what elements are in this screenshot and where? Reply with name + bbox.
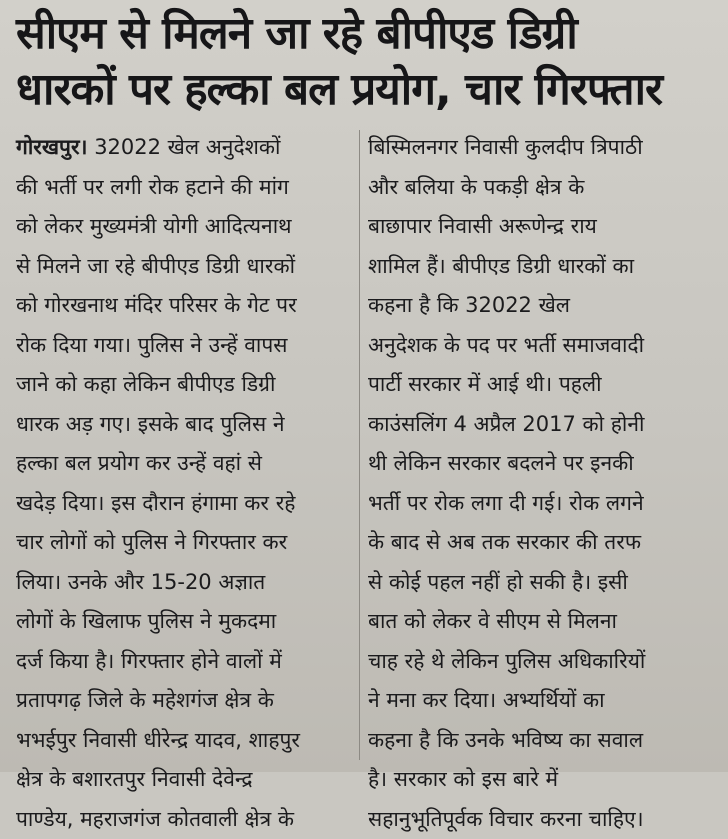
headline-line-1: सीएम से मिलने जा रहे बीपीएड डिग्री (16, 6, 716, 62)
article-line: अनुदेशक के पद पर भर्ती समाजवादी (368, 326, 704, 366)
article-line: कहना है कि 32022 खेल (368, 286, 704, 326)
article-line: भभईपुर निवासी धीरेन्द्र यादव, शाहपुर (16, 721, 352, 761)
article-line: खदेड़ दिया। इस दौरान हंगामा कर रहे (16, 484, 352, 524)
article-line: रोक दिया गया। पुलिस ने उन्हें वापस (16, 326, 352, 366)
article-line: है। सरकार को इस बारे में (368, 760, 704, 800)
article-line: काउंसलिंग 4 अप्रैल 2017 को होनी (368, 405, 704, 445)
article-line: से कोई पहल नहीं हो सकी है। इसी (368, 563, 704, 603)
article-line: को गोरखनाथ मंदिर परिसर के गेट पर (16, 286, 352, 326)
article-line: धारक अड़ गए। इसके बाद पुलिस ने (16, 405, 352, 445)
article-line: बाछापार निवासी अरूणेन्द्र राय (368, 207, 704, 247)
article-line: थी लेकिन सरकार बदलने पर इनकी (368, 444, 704, 484)
article-line: ने मना कर दिया। अभ्यर्थियों का (368, 681, 704, 721)
article-line: बिस्मिलनगर निवासी कुलदीप त्रिपाठी (368, 128, 704, 168)
article-line: शामिल हैं। बीपीएड डिग्री धारकों का (368, 247, 704, 287)
article-line: सहानुभूतिपूर्वक विचार करना चाहिए। (368, 800, 704, 839)
article-line: हल्का बल प्रयोग कर उन्हें वहां से (16, 444, 352, 484)
column-divider (359, 130, 360, 760)
article-line: भर्ती पर रोक लगा दी गई। रोक लगने (368, 484, 704, 524)
article-line: बात को लेकर वे सीएम से मिलना (368, 602, 704, 642)
article-line: क्षेत्र के बशारतपुर निवासी देवेन्द्र (16, 760, 352, 800)
article-line: चार लोगों को पुलिस ने गिरफ्तार कर (16, 523, 352, 563)
article-line: के बाद से अब तक सरकार की तरफ (368, 523, 704, 563)
article-line: पार्टी सरकार में आई थी। पहली (368, 365, 704, 405)
article-line: को लेकर मुख्यमंत्री योगी आदित्यनाथ (16, 207, 352, 247)
article-line: पाण्डेय, महराजगंज कोतवाली क्षेत्र के (16, 800, 352, 839)
article-line: प्रतापगढ़ जिले के महेशगंज क्षेत्र के (16, 681, 352, 721)
article-body (16, 128, 716, 768)
article-line-text: 32022 खेल अनुदेशकों (88, 135, 281, 159)
article-line: दर्ज किया है। गिरफ्तार होने वालों में (16, 642, 352, 682)
article-line: जाने को कहा लेकिन बीपीएड डिग्री (16, 365, 352, 405)
article-line: लिया। उनके और 15-20 अज्ञात (16, 563, 352, 603)
article-line: से मिलने जा रहे बीपीएड डिग्री धारकों (16, 247, 352, 287)
right-column (368, 128, 704, 839)
article-line (16, 128, 352, 168)
headline-line-2: धारकों पर हल्का बल प्रयोग, चार गिरफ्तार (16, 62, 716, 118)
dateline: गोरखपुर। (16, 135, 88, 159)
article-line: चाह रहे थे लेकिन पुलिस अधिकारियों (368, 642, 704, 682)
article-line: लोगों के खिलाफ पुलिस ने मुकदमा (16, 602, 352, 642)
article-line: कहना है कि उनके भविष्य का सवाल (368, 721, 704, 761)
article-line: की भर्ती पर लगी रोक हटाने की मांग (16, 168, 352, 208)
article-line: और बलिया के पकड़ी क्षेत्र के (368, 168, 704, 208)
headline (16, 6, 716, 118)
left-column (16, 128, 352, 839)
